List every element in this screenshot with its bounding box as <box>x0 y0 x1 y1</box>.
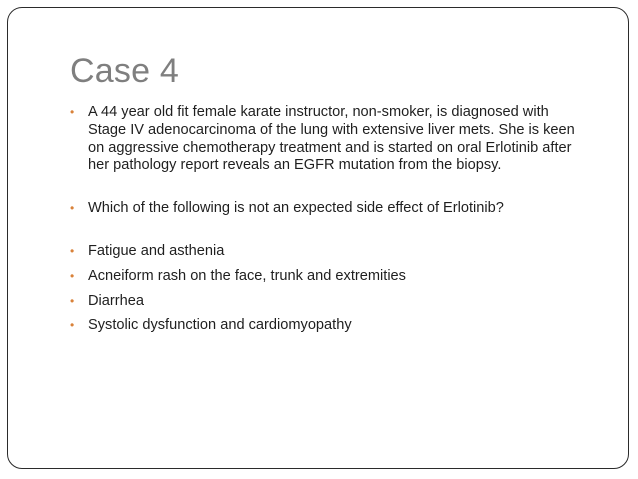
bullet-marker-icon: • <box>70 105 75 119</box>
bullet-marker-icon: • <box>70 318 75 333</box>
bullet-option-d <box>70 317 590 335</box>
bullet-marker-icon: • <box>70 243 75 258</box>
bullet-text: Which of the following is not an expected side effect of Erlotinib? <box>88 200 504 217</box>
bullet-text: Diarrhea <box>88 292 144 309</box>
bullet-text: Fatigue and asthenia <box>88 242 225 259</box>
bullet-marker-icon: • <box>70 293 75 308</box>
bullet-option-a <box>70 243 590 261</box>
bullet-option-b <box>70 268 590 286</box>
bullet-list <box>70 104 590 342</box>
bullet-text: Acneiform rash on the face, trunk and extremities <box>88 267 406 284</box>
bullet-text: A 44 year old fit female karate instructor, non-smoker, is diagnosed with Stage IV adenocarcinoma of the lung with extensive liver mets. She is keen on aggressive chemotherapy treatment and is started on oral Erlotinib after her pathology report reveals an EGFR mutation from the biopsy. <box>88 104 575 174</box>
slide-title: Case 4 <box>70 52 179 90</box>
bullet-option-c <box>70 293 590 311</box>
bullet-case-description <box>70 104 590 175</box>
bullet-text: Systolic dysfunction and cardiomyopathy <box>88 317 352 334</box>
bullet-marker-icon: • <box>70 201 75 216</box>
bullet-question <box>70 200 590 218</box>
bullet-marker-icon: • <box>70 268 75 283</box>
